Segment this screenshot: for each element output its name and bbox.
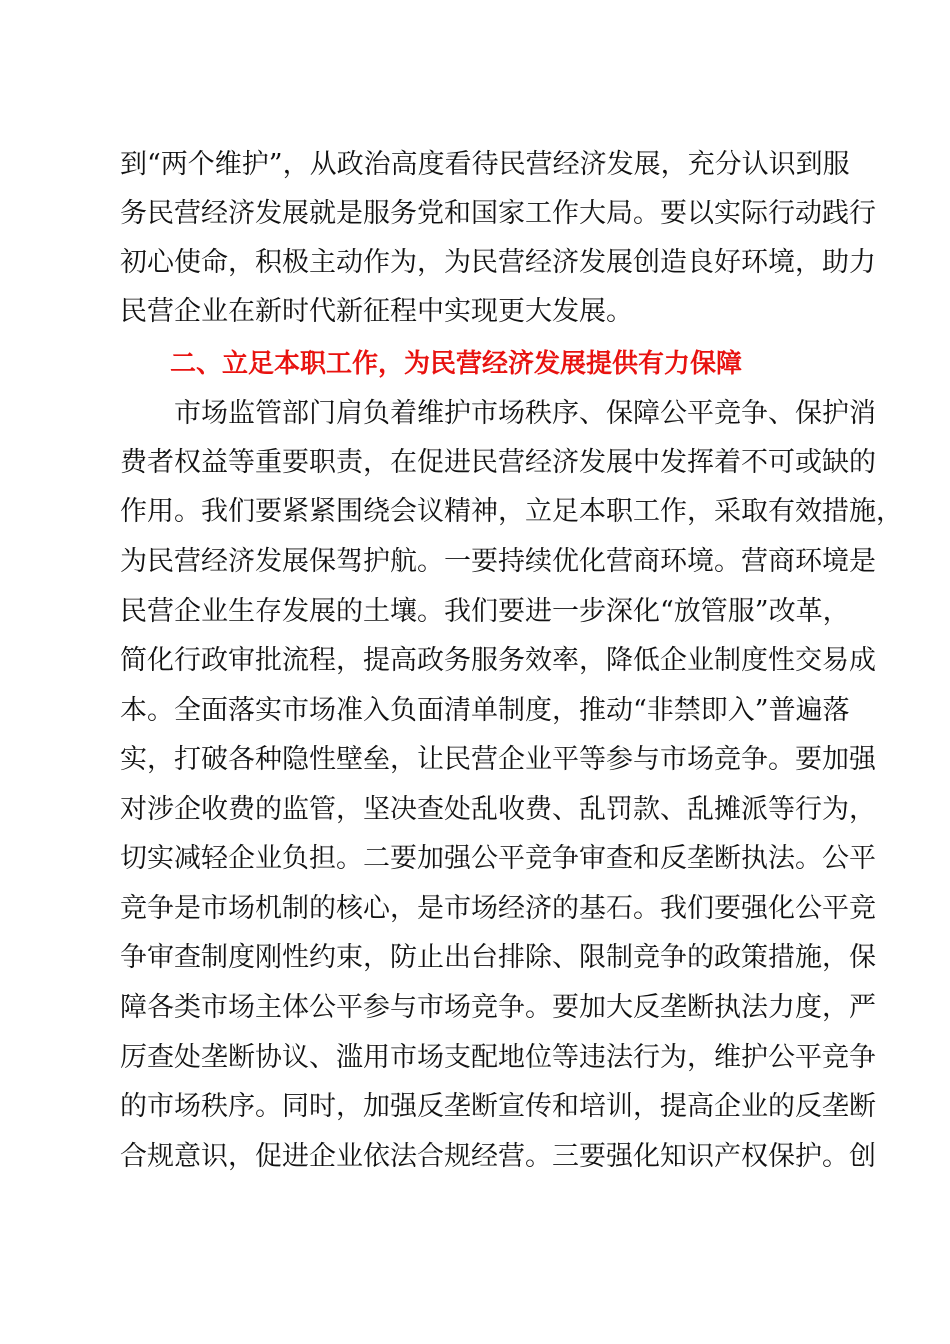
paragraph-1-line-4: 民营企业在新时代新征程中实现更大发展。 xyxy=(120,296,633,327)
paragraph-2-line-15: 的市场秩序。同时，加强反垄断宣传和培训，提高企业的反垄断 xyxy=(120,1091,876,1122)
paragraph-2-line-13: 障各类市场主体公平参与市场竞争。要加大反垄断执法力度，严 xyxy=(120,992,876,1023)
paragraph-2-line-1: 市场监管部门肩负着维护市场秩序、保障公平竞争、保护消 xyxy=(174,398,876,429)
paragraph-2-line-10: 切实减轻企业负担。二要加强公平竞争审查和反垄断执法。公平 xyxy=(120,843,876,874)
paragraph-2-line-2: 费者权益等重要职责，在促进民营经济发展中发挥着不可或缺的 xyxy=(120,447,876,478)
paragraph-2-line-7: 本。全面落实市场准入负面清单制度，推动“非禁即入”普遍落 xyxy=(120,695,850,726)
paragraph-2-line-14: 厉查处垄断协议、滥用市场支配地位等违法行为，维护公平竞争 xyxy=(120,1042,876,1073)
paragraph-1-line-1: 到“两个维护”，从政治高度看待民营经济发展，充分认识到服 xyxy=(120,149,850,180)
paragraph-2-line-6: 简化行政审批流程，提高政务服务效率，降低企业制度性交易成 xyxy=(120,645,876,676)
paragraph-2-line-9: 对涉企收费的监管，坚决查处乱收费、乱罚款、乱摊派等行为， xyxy=(120,794,876,825)
paragraph-2-line-4: 为民营经济发展保驾护航。一要持续优化营商环境。营商环境是 xyxy=(120,546,876,577)
paragraph-2-line-16: 合规意识，促进企业依法合规经营。三要强化知识产权保护。创 xyxy=(120,1141,876,1172)
paragraph-1-line-2: 务民营经济发展就是服务党和国家工作大局。要以实际行动践行 xyxy=(120,198,876,229)
paragraph-2-line-5: 民营企业生存发展的土壤。我们要进一步深化“放管服”改革， xyxy=(120,596,850,627)
paragraph-2-line-8: 实，打破各种隐性壁垒，让民营企业平等参与市场竞争。要加强 xyxy=(120,744,876,775)
paragraph-2-line-3: 作用。我们要紧紧围绕会议精神，立足本职工作，采取有效措施， xyxy=(120,496,903,527)
paragraph-2-line-12: 争审查制度刚性约束，防止出台排除、限制竞争的政策措施，保 xyxy=(120,942,876,973)
section-heading: 二、立足本职工作，为民营经济发展提供有力保障 xyxy=(170,349,743,379)
paragraph-1-line-3: 初心使命，积极主动作为，为民营经济发展创造良好环境，助力 xyxy=(120,247,876,278)
paragraph-2-line-11: 竞争是市场机制的核心，是市场经济的基石。我们要强化公平竞 xyxy=(120,893,876,924)
